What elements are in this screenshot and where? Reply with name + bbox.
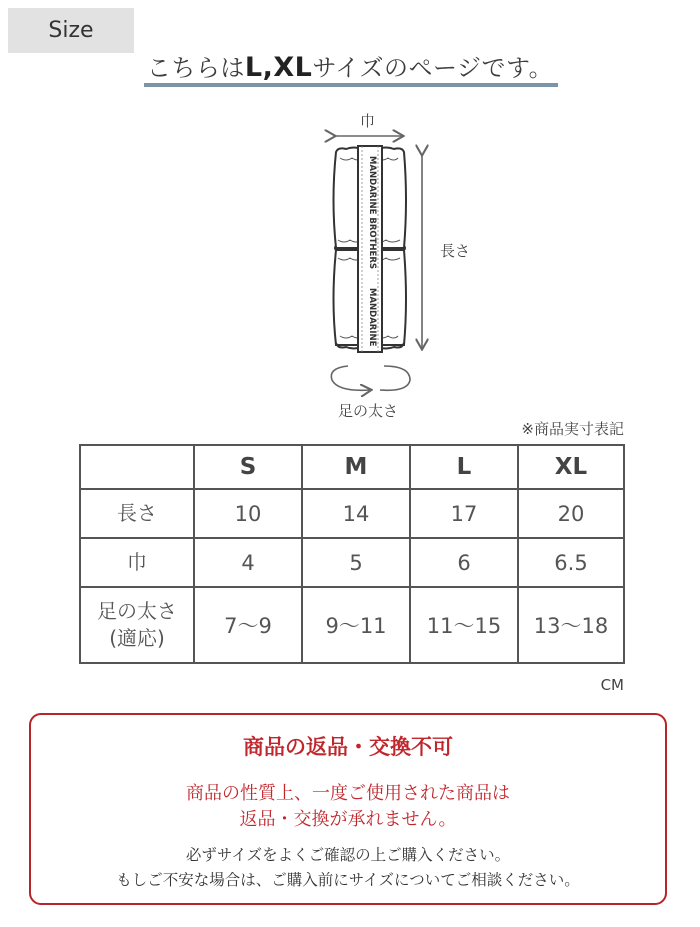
leg-warmer-icon [334,146,407,352]
table-header-cell: S [194,445,302,489]
notice-warning-line2: 返品・交換が承れません。 [239,809,457,830]
table-header-cell: L [410,445,518,489]
notice-advice-line1: 必ずサイズをよくご確認の上ご購入ください。 [185,846,511,864]
notice-warning-line1: 商品の性質上、一度ご使用された商品は [186,783,510,804]
row-label [80,587,194,663]
table-header-cell: XL [518,445,624,489]
table-cell: 5 [302,538,410,587]
size-tag: Size [8,8,134,53]
table-cell: 6.5 [518,538,624,587]
table-row [80,587,624,663]
headline-prefix: こちらは [146,54,245,82]
brand-text-lower: MANDARINE [367,288,377,347]
table-row [80,489,624,538]
notice-advice [31,843,665,893]
row-label-line2: (適応) [109,626,165,650]
width-label: 巾 [360,112,376,130]
table-cell: 14 [302,489,410,538]
table-cell: 9〜11 [302,587,410,663]
leg-warmer-diagram [300,100,500,430]
table-row [80,538,624,587]
table-cell: 6 [410,538,518,587]
table-header-cell [80,445,194,489]
notice-title: 商品の返品・交換不可 [243,735,453,759]
table-cell: 7〜9 [194,587,302,663]
table-header-cell: M [302,445,410,489]
table-cell: 11〜15 [410,587,518,663]
row-label: 長さ [80,489,194,538]
headline-sizes: L,XL [244,52,313,83]
unit-label: CM [600,676,624,694]
notice-advice-line2: もしご不安な場合は、ご購入前にサイズについてご相談ください。 [116,871,580,889]
no-return-notice [29,713,667,905]
headline-suffix: サイズのページです。 [312,54,554,82]
table-cell: 10 [194,489,302,538]
measurement-note: ※商品実寸表記 [521,420,624,438]
table-cell: 13〜18 [518,587,624,663]
product-illustration [300,100,500,430]
thickness-label: 足の太さ [338,402,399,420]
table-cell: 4 [194,538,302,587]
notice-warning [31,781,665,833]
row-label: 巾 [80,538,194,587]
size-table [79,444,625,664]
table-cell: 17 [410,489,518,538]
brand-text: MANDARINE BROTHERS [367,156,377,270]
page-headline [0,48,700,83]
table-cell: 20 [518,489,624,538]
row-label-line1: 足の太さ [97,599,177,623]
headline-underline [144,83,558,87]
table-header-row [80,445,624,489]
length-label: 長さ [440,242,471,260]
